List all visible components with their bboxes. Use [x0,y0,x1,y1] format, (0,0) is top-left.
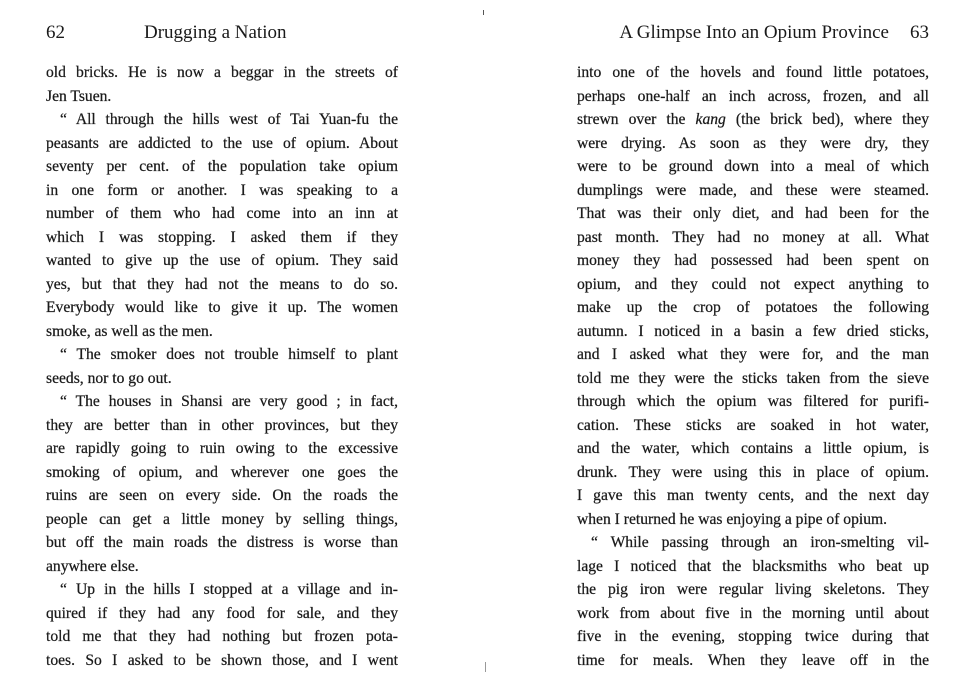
text-span: (the brick bed), where they [725,111,929,128]
text-line: Jen Tsuen. [46,87,112,105]
text-line [577,108,929,132]
text-line: ruins are seen on every side. On the roads the [46,487,398,504]
italic-word: kang [695,111,726,128]
text-line: but off the main roads the distress is worse than [46,534,398,551]
text-line: in one form or another. I was speaking to a [46,181,398,199]
text-line: “ All through the hills west of Tai Yuan-fu the [60,111,398,128]
running-title: Drugging a Nation [144,22,287,43]
text-line: I gave this man twenty cents, and the next day [577,487,929,504]
text-line: autumn. I noticed in a basin a few dried sticks, [577,322,929,340]
text-line: lage I noticed that the blacksmiths who beat up [577,557,929,575]
text-line: Everybody would like to give it up. The women [46,299,398,316]
text-line: through which the opium was filtered for purifi- [577,393,929,410]
text-line: past month. They had no money at all. What [577,228,929,246]
text-line: smoking of opium, and wherever one goes the [46,463,398,481]
text-line: That was their only diet, and had been for the [577,205,929,222]
running-title: A Glimpse Into an Opium Province [619,22,889,43]
text-line: which I was stopping. I asked them if they [46,228,398,246]
text-line: five in the evening, stopping twice during that [577,628,929,645]
text-line: told me that they had nothing but frozen pota- [46,628,398,645]
text-line: work from about five in the morning until about [577,604,929,622]
text-line: “ Up in the hills I stopped at a village and in- [60,581,398,598]
text-line: were drying. As soon as they were dry, they [577,134,929,152]
text-line: make up the crop of potatoes the following [577,299,929,316]
text-line: when I returned he was enjoying a pipe of opium. [577,510,888,528]
text-line: perhaps one-half an inch across, frozen, and all [577,87,929,105]
text-line: wanted to give up the use of opium. They said [46,252,398,269]
text-line: and I asked what they were for, and the man [577,346,929,363]
text-line: quired if they had any food for sale, and they [46,604,398,622]
text-span: strewn over the [577,111,696,128]
right-page-body [577,61,929,672]
gutter-mark [485,662,486,672]
text-line: toes. So I asked to be shown those, and I went [46,651,398,669]
text-line: “ The smoker does not trouble himself to plant [60,346,398,363]
text-line: anywhere else. [46,557,139,575]
left-page-header [46,22,398,46]
text-line: number of them who had come into an inn at [46,205,398,222]
text-line: people can get a little money by selling things, [46,510,398,528]
text-line: yes, but that they had not the means to do so. [46,275,398,293]
text-line: dumplings were made, and these were steamed. [577,181,929,199]
page-number: 62 [46,22,65,43]
text-line: were to be ground down into a meal of which [577,158,929,175]
text-line: the pig iron were regular living skeletons. They [577,581,929,598]
text-line: they are better than in other provinces, but they [46,416,398,434]
text-line: into one of the hovels and found little potatoes, [577,64,929,81]
page-number: 63 [910,22,929,43]
text-line: cation. These sticks are soaked in hot water, [577,416,929,434]
left-page-body [46,61,398,672]
right-page-header [577,22,929,46]
text-line: old bricks. He is now a beggar in the streets of [46,64,398,81]
text-line: seeds, nor to go out. [46,369,172,387]
text-line: told me they were the sticks taken from the sieve [577,369,929,387]
text-line: “ While passing through an iron-smelting vil- [591,534,929,551]
text-line: smoke, as well as the men. [46,322,213,340]
text-line: seventy per cent. of the population take opium [46,158,398,175]
text-line: and the water, which contains a little opium, is [577,440,929,457]
text-line: “ The houses in Shansi are very good ; in fact, [60,393,398,410]
text-line: time for meals. When they leave off in the [577,651,929,669]
gutter-mark [483,10,484,15]
text-line: are rapidly going to ruin owing to the excessive [46,440,398,457]
text-line: opium, and they could not expect anything to [577,275,929,293]
text-line: money they had possessed had been spent on [577,252,929,269]
text-line: peasants are addicted to the use of opium. About [46,134,398,152]
text-line: drunk. They were using this in place of opium. [577,463,929,481]
